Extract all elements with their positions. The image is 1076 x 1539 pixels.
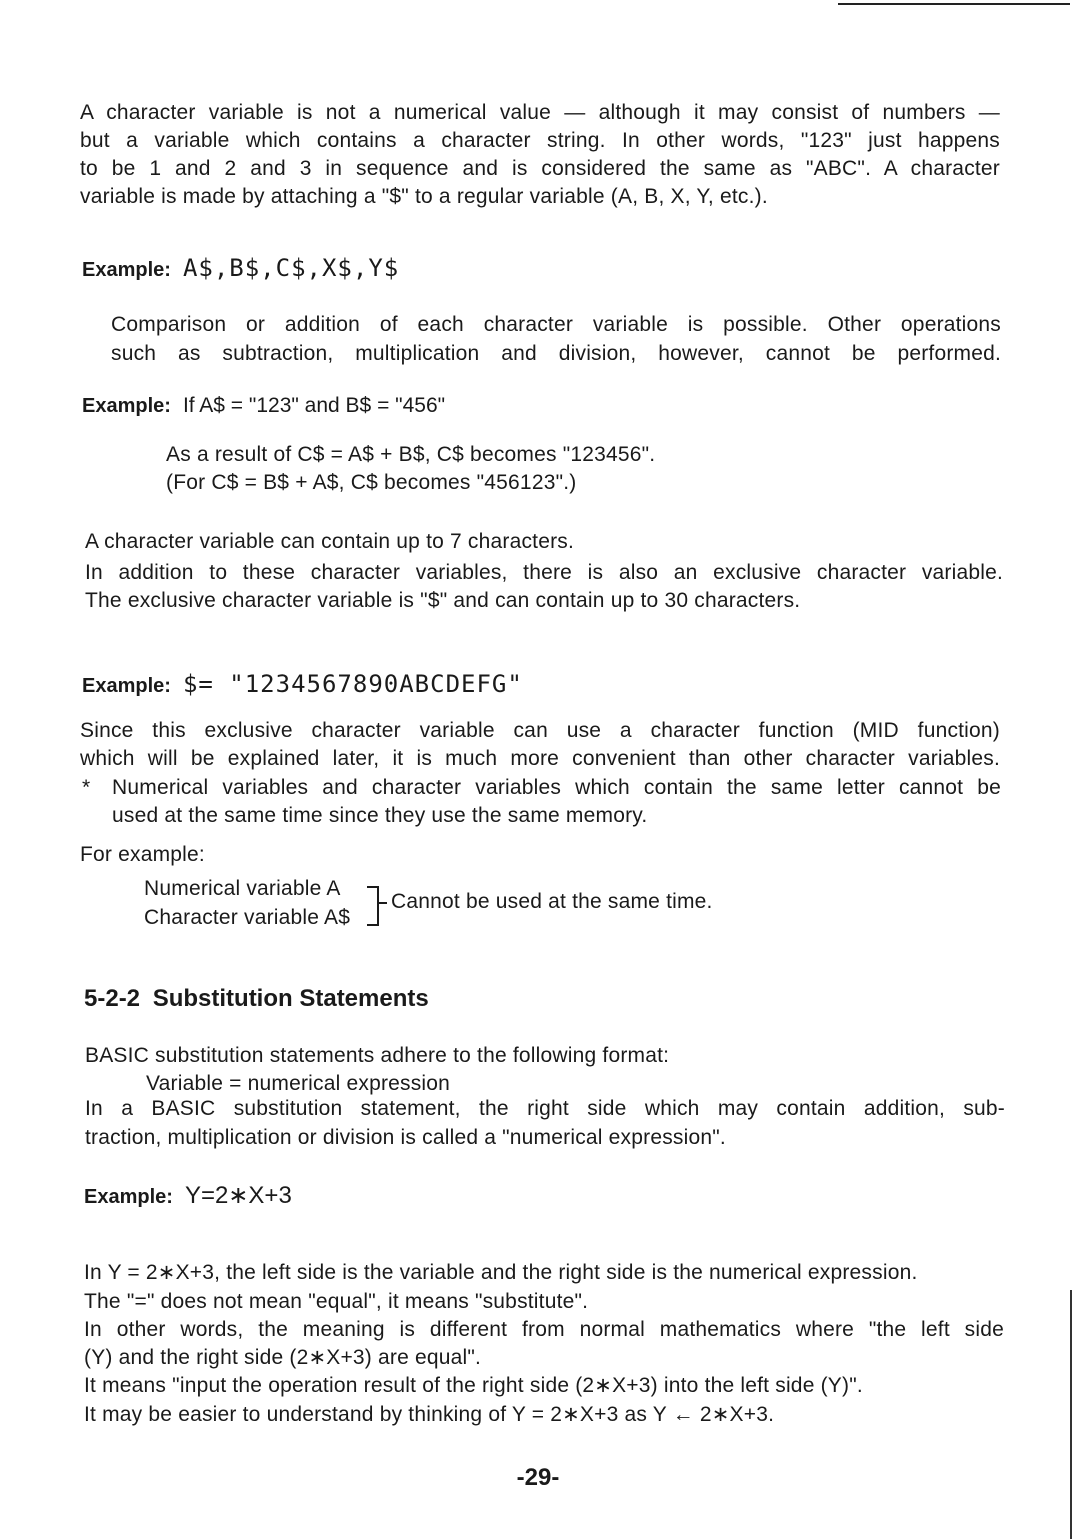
- exclusive-line-2: which will be explained later, it is much more convenient than other character variables.: [80, 747, 1000, 770]
- intro-line-2: but a variable which contains a character string. In other words, "123" just happens: [80, 129, 1000, 152]
- example-value: $= "1234567890ABCDEFG": [182, 670, 523, 698]
- explanation-line-3: In other words, the meaning is different from normal mathematics where "the left side: [84, 1318, 1004, 1341]
- example-4: [84, 1181, 292, 1210]
- section-number: 5-2-2: [84, 985, 141, 1012]
- intro-line-4: variable is made by attaching a "$" to a regular variable (A, B, X, Y, etc.).: [80, 185, 768, 208]
- note-line-1: Numerical variables and character variables which contain the same letter cannot be: [112, 776, 1001, 799]
- explanation-line-5: It means "input the operation result of the right side (2∗X+3) into the left side (Y)".: [84, 1374, 863, 1397]
- right-edge-rule: [1070, 1290, 1072, 1539]
- bracket-tick: [379, 902, 387, 904]
- exclusive-line-1: Since this exclusive character variable can use a character function (MID function): [80, 719, 1000, 742]
- comparison-line-2: such as subtraction, multiplication and division, however, cannot be performed.: [111, 342, 1001, 365]
- note-marker: *: [82, 776, 91, 799]
- bracket-result: Cannot be used at the same time.: [391, 890, 713, 913]
- example-3: [82, 670, 523, 698]
- example-2-result-1: As a result of C$ = A$ + B$, C$ becomes "123456".: [166, 443, 656, 466]
- explanation-line-6: It may be easier to understand by thinking of Y = 2∗X+3 as Y ← 2∗X+3.: [84, 1403, 775, 1426]
- page-number: -29-: [516, 1464, 560, 1491]
- example-label: Example:: [82, 259, 171, 281]
- example-value: A$,B$,C$,X$,Y$: [182, 254, 400, 282]
- substitution-format: Variable = numerical expression: [146, 1072, 451, 1095]
- for-example-label: For example:: [80, 843, 205, 866]
- bracket-line-2: Character variable A$: [144, 906, 351, 929]
- comparison-line-1: Comparison or addition of each character variable is possible. Other operations: [111, 313, 1001, 336]
- capacity-line-3: The exclusive character variable is "$" and can contain up to 30 characters.: [85, 589, 801, 612]
- intro-line-1: A character variable is not a numerical value — although it may consist of numbers —: [80, 101, 1000, 124]
- example-2-result-2: (For C$ = B$ + A$, C$ becomes "456123".): [166, 471, 577, 494]
- explanation-line-2: The "=" does not mean "equal", it means "substitute".: [84, 1290, 589, 1313]
- capacity-line-2: In addition to these character variables, there is also an exclusive character variable.: [85, 561, 1003, 584]
- example-label: Example:: [82, 395, 171, 417]
- example-label: Example:: [82, 675, 171, 697]
- example-2: [82, 394, 445, 418]
- example-1: [82, 254, 399, 282]
- example-label: Example:: [84, 1186, 173, 1208]
- bracket-brace: [367, 886, 379, 926]
- substitution-intro: BASIC substitution statements adhere to the following format:: [85, 1044, 670, 1067]
- substitution-desc-1: In a BASIC substitution statement, the right side which may contain addition, sub-: [85, 1097, 1005, 1120]
- section-heading: [84, 985, 429, 1013]
- substitution-desc-2: traction, multiplication or division is called a "numerical expression".: [85, 1126, 726, 1149]
- section-title: Substitution Statements: [152, 985, 429, 1012]
- capacity-line-1: A character variable can contain up to 7 characters.: [85, 530, 575, 553]
- example-value: If A$ = "123" and B$ = "456": [182, 394, 446, 417]
- note-line-2: used at the same time since they use the same memory.: [112, 804, 648, 827]
- top-rule: [838, 3, 1070, 5]
- explanation-line-4: (Y) and the right side (2∗X+3) are equal".: [84, 1346, 482, 1369]
- bracket-line-1: Numerical variable A: [144, 877, 341, 900]
- example-value: Y=2∗X+3: [184, 1182, 292, 1209]
- explanation-line-1: In Y = 2∗X+3, the left side is the variable and the right side is the numerical expression.: [84, 1261, 918, 1284]
- intro-line-3: to be 1 and 2 and 3 in sequence and is considered the same as "ABC". A character: [80, 157, 1000, 180]
